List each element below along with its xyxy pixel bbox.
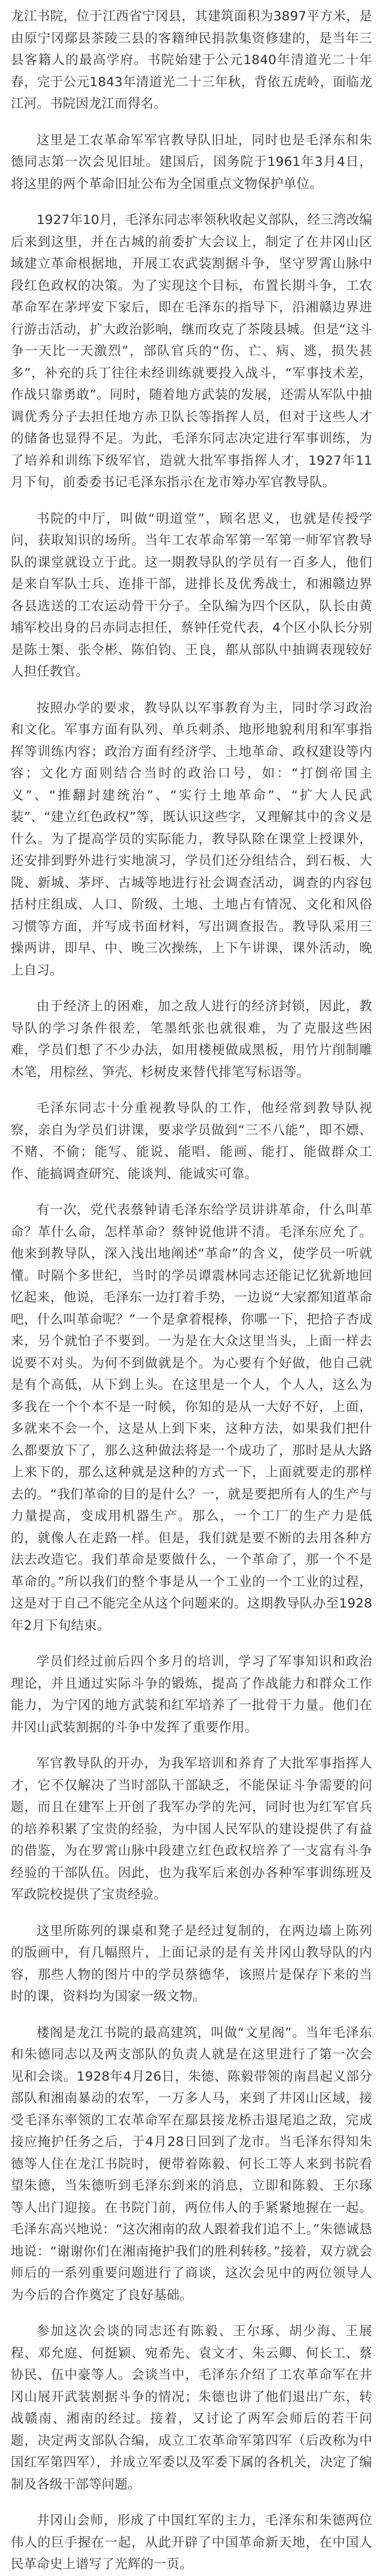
- paragraph-revolution-lecture: 有一次，党代表蔡钟请毛泽东给学员讲讲革命，什么叫革命？革什么命，怎样革命？蔡钟说他讲不清。毛泽东应允了。他来到教导队，深入浅出地阐述“革命”的含义，使学员一听就懂。时隔个多世纪，当时的学员谭震林同志还能记忆犹新地回忆起来，他说，毛泽东一边打着手势，一边说“大家都知道革命吧，什么叫革命呢？”一个是拿着棍棒，你哪一下，把拾子杏成来，另个就怕子不要到。一为是在大众这里当头，上面一样去说要不对头。为何不到做就是个。为心要有个好做，他自己就是有个高低，从下到上头。在这里是一个人，个人人，这么为多我在一个个本不是一时候，你知的是从一大好不好，上面，多就来不会一个，这是从上到下来，这种方法，如果我们把什么都要放下了，那么这种做法将是一个成功了，那时是从大路上来下的，那么这种就是这种的方式一下，上面就要走的那样去的。“我们革命的目的是什么？一，就是要把所有人的生产与力量提高，变成用机器生产。那么，一个工厂的生产力是低的，就像人在走路一样。但是，我们就是要不断的去用各种方法去改造它。我们革命是要做什么，一个革命了，那一个不是革命的。”所以我们的整个事是从一个工业的一个工业的过程，这是对于自己不能完全从这个问题来的。这期教导队办至1928年2月下旬结束。: [11, 1203, 372, 1633]
- paragraph-training-result: 学员们经过前后四个多月的培训，学习了军事知识和政治理论，并且通过实际斗争的锻炼，提高了作战能力和群众工作能力，为宁冈的地方武装和红军培养了一批骨干力量。他们在井冈山武装割据的斗争中发挥了重要作用。: [11, 1654, 372, 1735]
- paragraph-founding: 1927年10月，毛泽东同志率领秋收起义部队，经三湾改编后来到这里，并在古城的前委扩大会议上，制定了在井冈山区域建立革命根据地，开展工农武装割据斗争，坚守罗霄山脉中段红色政权的决策。为了实现这个目标，布置长期斗争，工农革命军在茅坪安下家后，即在毛泽东的指导下，沿湘赣边界进行游击活动，扩大政治影响，继而攻克了茶陵县城。但是“这斗争一天比一天激烈”，部队官兵的“伤、亡、病、逃，损失甚多”，补充的兵丁往往未经训练就要投入战斗，“军事技术差，作战只靠勇敢”。同时，随着地方武装的发展，还需从军队中抽调优秀分子去担任地方赤卫队长等指挥人员，但对于这些人才的储备也显得不足。为此，毛泽东同志决定进行军事训练，为了培养和训练下级军官，造就大批军事指挥人才，1927年11月下旬，前委委书记毛泽东指示在龙市筹办军官教导队。: [11, 213, 372, 490]
- paragraph-significance: 军官教导队的开办，为我军培训和养育了大批军事指挥人才，它不仅解决了当时部队干部缺乏，不能保证斗争需要的问题，而且在建军上开创了我军办学的先河，同时也为红军官兵的培养积累了宝贵的经验，为中国人民军队的建设提供了有益的借鉴，为在罗霄山脉中段建立红色政权培养了一支富有斗争经验的干部队伍。因此，也为我军后来创办各种军事训练班及军政院校提供了宝贵经验。: [11, 1756, 372, 1902]
- paragraph-wenxing-pavilion: 楼阁是龙江书院的最高建筑，叫做“文星阁”。当年毛泽东和朱德同志以及两支部队的负责人就是在这里进行了第一次会见和会谈。1928年4月26日，朱德、陈毅带领的南昌起义部分部队和湘南暴动的农军，一万多人马，来到了井冈山区域，接受毛泽东率领的工农革命军在鄢县接龙桥击退尾追之敌，完成接应掩护任务之后，于4月28日回到了龙市。当毛泽东得知朱德等人住在龙江书院时，便带着陈毅、何长工等人来到书院看望朱德，当朱德听到毛泽东到来的消息，立即和陈毅、王尔琢等人出门迎接。在书院门前，两位伟人的手紧紧地握在一起。毛泽东高兴地说：“这次湘南的敌人跟着我们追不上。”朱德诚恳地说：“谢谢你们在湘南掩护我们的胜利转移。”接着，双方就会师后的一系列重要问题进行了商谈，这次会见中的两位领导人为今后的合作奠定了良好基础。: [11, 2025, 372, 2303]
- paragraph-intro: 龙江书院，位于江西省宁冈县，其建筑面积为3897平方米，是由原宁冈鄢县茶陵三县的客籍绅民捐款集资修建的，是当年三县客籍人的最高学府。书院始建于公元1840年清道光二十年春，完于公元1843年清道光二十三年秋，背依五虎岭，面临龙江河。书院因龙江而得名。: [11, 9, 372, 111]
- paragraph-exhibits: 这里所陈列的课桌和凳子是经过复制的，在两边墙上陈列的版画中，有几幅照片，上面记录的是有关井冈山教导队的内容，那些人物的图片中的学员蔡德华，该照片是保存下来的当时的课，资料均为国家一级文物。: [11, 1923, 372, 2004]
- paragraph-mao-attention: 毛泽东同志十分重视教导队的工作，他经常到教导队视察，亲自为学员们讲课，要求学员做到“三不八能”，即不嫖、不赌、不偷；能写、能说、能唱、能画、能打、能做群众工作、能搞调查研究、能谈判、能诚实可靠。: [11, 1101, 372, 1182]
- paragraph-classroom: 书院的中厅，叫做“明道堂”，顾名思义，也就是传授学问，获取知识的场所。当年工农革命军第一军第一师军官教导队的课堂就设立于此。这一期教导队的学员有一百多人，他们是来自军队士兵、连排干部，进排长及优秀战士，和湘赣边界各县选送的工农运动骨干分子。全队编为四个区队，队长由黄埔军校出身的吕赤同志担任，蔡钟任党代表，4个区小队长分别是陈士榘、张令彬、陈伯钧、王良，都从部队中抽调表现较好人担任教官。: [11, 511, 372, 679]
- paragraph-curriculum: 按照办学的要求，教导队以军事教育为主，同时学习政治和文化。军事方面有队列、单兵刺杀、地形地貌利用和军事指挥等训练内容；政治方面有经济学、土地革命、政权建设等内容；文化方面则结合当时的政治口号，如：“打倒帝国主义”、“推翻封建统治”、“实行土地革命”、“扩大人民武装”、“建立红色政权”等，既认识这些字，又理解其中的含义是什么。为了提高学员的实际能力，教导队除在课堂上授课外，还安排到野外进行实地演习，学员们还分组结合，到石板、大陇、新城、茅坪、古城等地进行社会调查活动，调查的内容包括村庄组成、人口、阶级、土地、土地占有情况、文化和风俗习惯等方面，并写成书面材料，写出调查报告。教导队采用三操两讲，即早、中、晚三次操练，上下午讲课，课外活动，晚上自习。: [11, 700, 372, 978]
- paragraph-conditions: 由于经济上的困难，加之敌人进行的经济封锁，因此，教导队的学习条件很差，笔墨纸张也就很难，为了克服这些困难，学员们想了不少办法，如用楼梗做成黑板，用竹片削制雕木笔，用棕丝、笋壳、杉树皮来替代排笔写标语等。: [11, 999, 372, 1080]
- paragraph-meeting-participants: 参加这次会谈的同志还有陈毅、王尔琢、胡少海、王展程、邓允庭、何挺颖、宛希先、袁文才、朱云卿、何长工、蔡协民、伍中豪等人。会谈当中，毛泽东介绍了工农革命军在井冈山展开武装割据斗争的情况；朱德也讲了他们退出广东，转战赣南、湘南的经过。接着，又讨论了两军会师后的若干问题，决定两支部队合编，成立工农革命军第四军（后改称为中国红军第四军），并成立军委以及军委下属的各机关，决定了编制及各级干部等问题。: [11, 2324, 372, 2492]
- paragraph-conclusion: 井冈山会师，形成了中国红军的主力，毛泽东和朱德两位伟人的巨手握在一起，从此开辟了中国革命新天地，在中国人民革命史上谱写了光辉的一页。: [11, 2513, 372, 2572]
- paragraph-heritage-site: 这里是工农革命军军官教导队旧址，同时也是毛泽东和朱德同志第一次会见旧址。建国后，国务院于1961年3月4日，将这里的两个革命旧址公布为全国重点文物保护单位。: [11, 132, 372, 192]
